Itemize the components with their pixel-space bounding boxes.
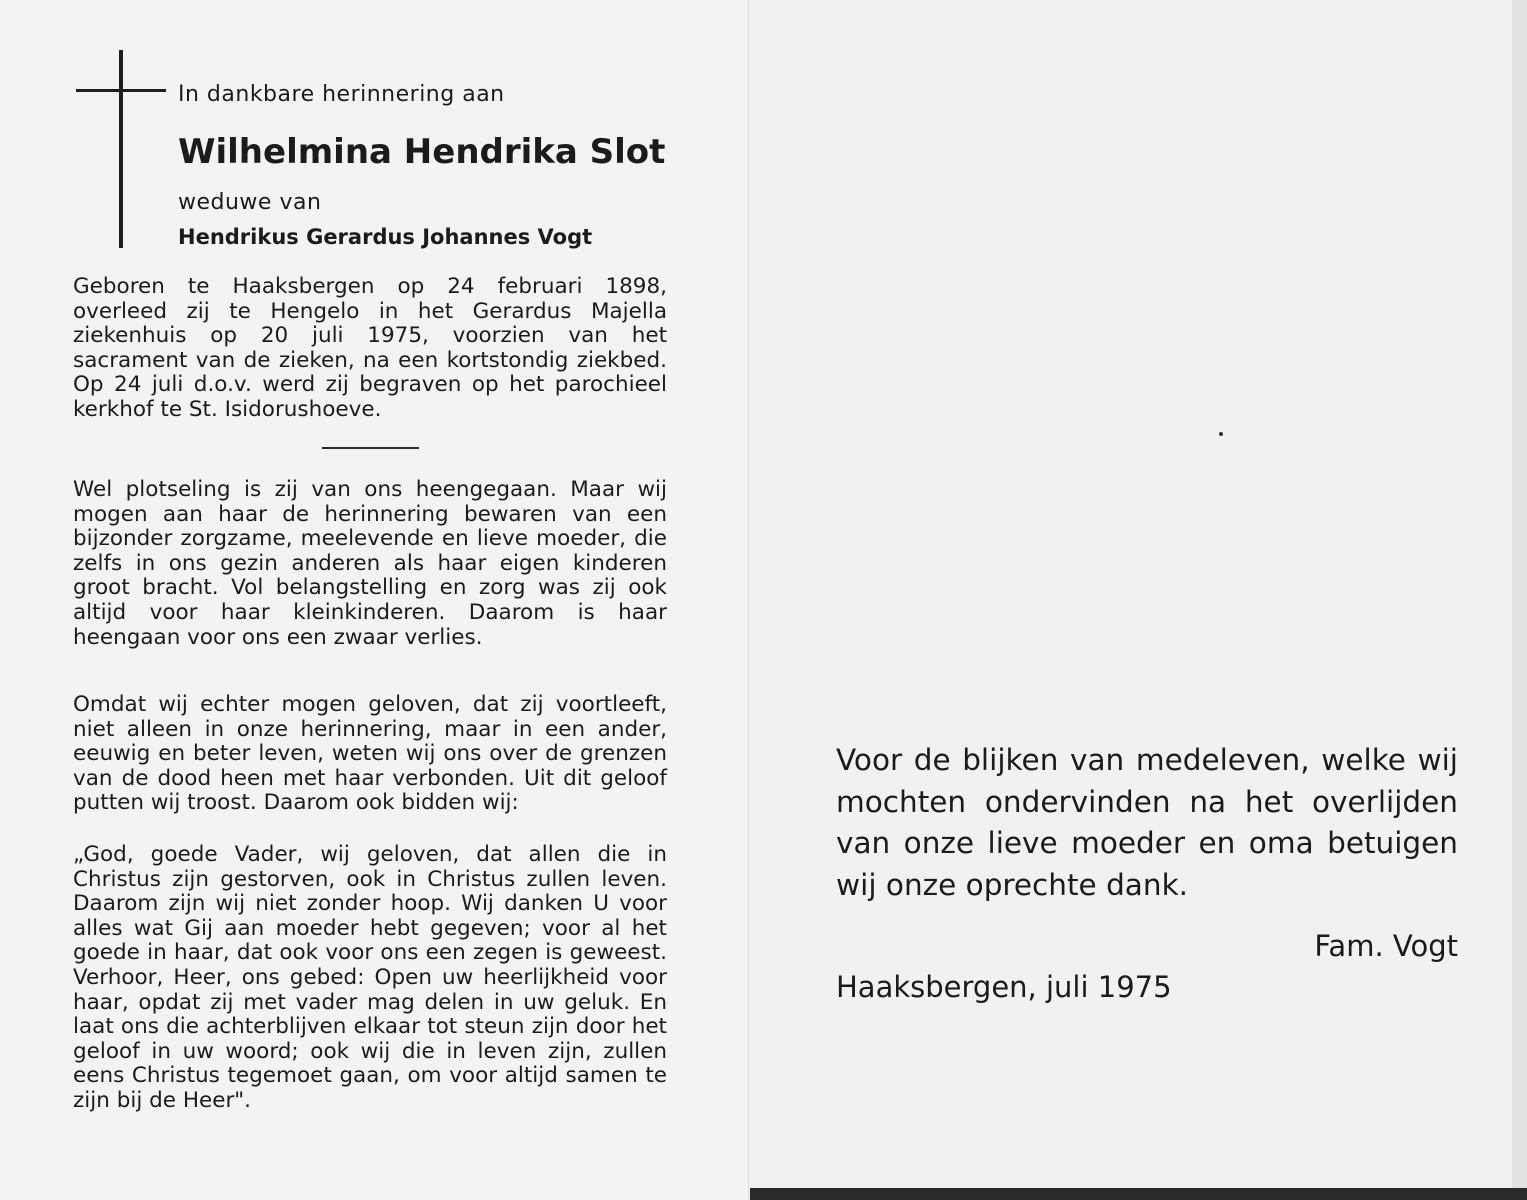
cross-icon-vertical (119, 50, 123, 248)
cross-icon-horizontal (76, 89, 166, 92)
memory-paragraph: Wel plotseling is zij van ons heengegaan. Maar wij mogen aan haar de herinnering bewaren van een bijzonder zorgzame, meelevende en lieve moeder, die zelfs in ons gezin anderen als haar eigen kinderen groot bracht. Vol belangstelling en zorg was zij ook altijd voor haar kleinkinderen. Daarom is haar heengaan voor ons een zwaar verlies. (73, 477, 667, 650)
faith-paragraph: Omdat wij echter mogen geloven, dat zij voortleeft, niet alleen in onze herinnering, maar in een ander, eeuwig en beter leven, weten wij ons over de grenzen van de dood heen met haar verbonden. Uit dit geloof putten wij troost. Daarom ook bidden wij: (73, 692, 667, 816)
signature: Fam. Vogt (1314, 929, 1458, 963)
husband-name: Hendrikus Gerardus Johannes Vogt (178, 225, 593, 249)
bottom-edge-bar (750, 1188, 1527, 1200)
card-right-page (748, 0, 1527, 1200)
page-edge (1512, 0, 1527, 1200)
place-date: Haaksbergen, juli 1975 (836, 970, 1172, 1004)
speck (1219, 432, 1223, 436)
life-paragraph: Geboren te Haaksbergen op 24 februari 1898, overleed zij te Hengelo in het Gerardus Majella ziekenhuis op 20 juli 1975, voorzien van het sacrament van de zieken, na een kortstondig ziekbed. Op 24 juli d.o.v. werd zij begraven op het parochieel kerkhof te St. Isidorushoeve. (73, 274, 667, 422)
card-left-page (0, 0, 748, 1200)
deceased-name: Wilhelmina Hendrika Slot (178, 132, 666, 172)
divider (322, 447, 419, 449)
prayer-paragraph: „God, goede Vader, wij geloven, dat allen die in Christus zijn gestorven, ook in Christus zullen leven. Daarom zijn wij niet zonder hoop. Wij danken U voor alles wat Gij aan moeder hebt gegeven; voor al het goede in haar, dat ook voor ons een zegen is geweest. Verhoor, Heer, ons gebed: Open uw heerlijkheid voor haar, opdat zij met vader mag delen in uw geluk. En laat ons die achterblijven elkaar tot steun zijn door het geloof in uw woord; ook wij die in leven zijn, zullen eens Christus tegemoet gaan, om voor altijd samen te zijn bij de Heer". (73, 842, 667, 1113)
thanks-text: Voor de blijken van medeleven, welke wij mochten ondervinden na het overlijden van onze lieve moeder en oma betuigen wij onze oprechte dank. (836, 743, 1458, 902)
intro-text: In dankbare herinnering aan (178, 82, 505, 107)
widow-label: weduwe van (178, 190, 322, 215)
